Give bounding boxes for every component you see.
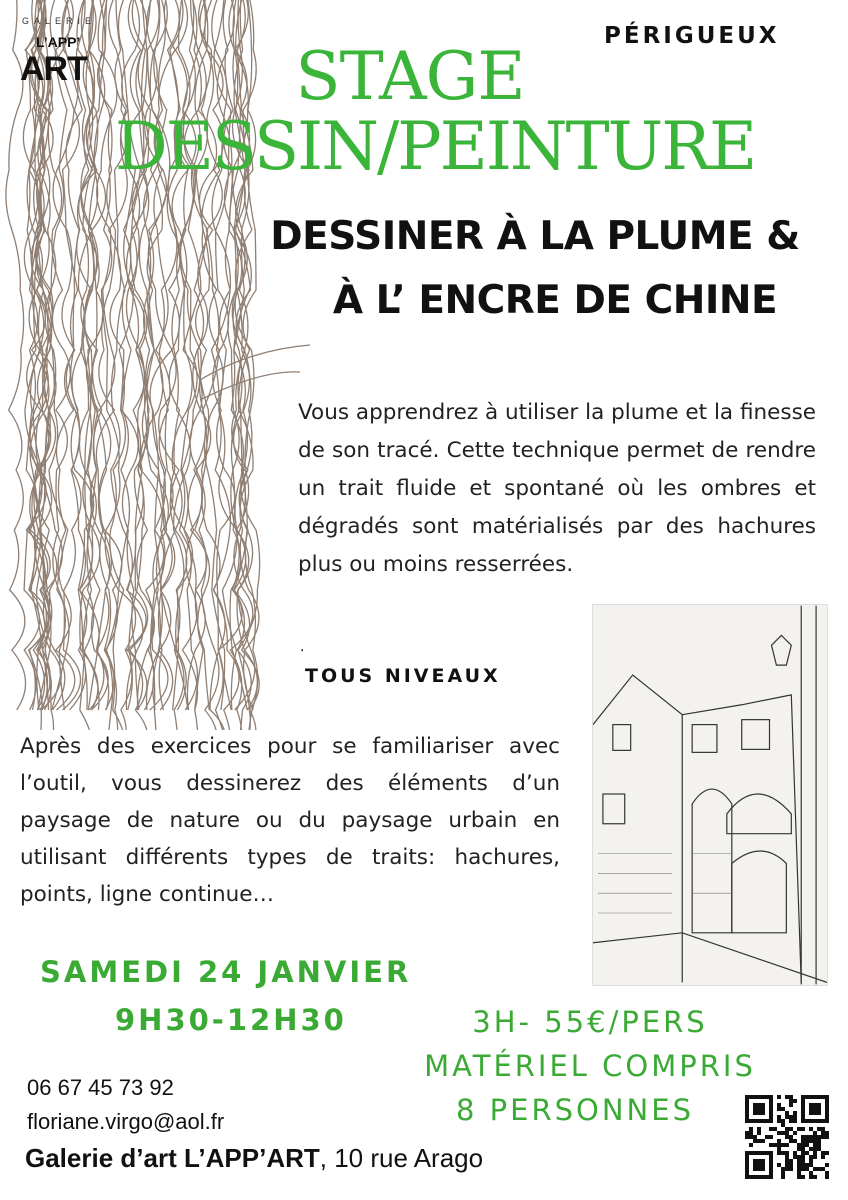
qr-module [789,1103,793,1107]
qr-module [797,1143,801,1147]
qr-module [797,1171,801,1175]
qr-module [797,1167,801,1171]
venue-name: Galerie d’art L’APP’ART [25,1143,320,1173]
qr-module [813,1135,817,1139]
qr-module [789,1115,793,1119]
capacity-label: 8 PERSONNES [456,1093,694,1127]
qr-module [753,1139,757,1143]
qr-module [793,1099,797,1103]
qr-module [817,1143,821,1147]
qr-finder [745,1095,773,1123]
qr-module [817,1135,821,1139]
qr-module [797,1155,801,1159]
email-address: floriane.virgo@aol.fr [27,1109,225,1134]
qr-module [781,1107,785,1111]
qr-module [757,1127,761,1131]
qr-module [785,1167,789,1171]
qr-module [777,1095,781,1099]
tree-stroke [204,0,224,710]
qr-module [801,1127,805,1131]
qr-module [777,1107,781,1111]
qr-module [821,1127,825,1131]
qr-module [745,1135,749,1139]
qr-module [757,1139,761,1143]
qr-module [777,1139,781,1143]
qr-module [801,1175,805,1179]
qr-module [809,1155,813,1159]
qr-module [781,1119,785,1123]
qr-module [821,1167,825,1171]
qr-module [785,1159,789,1163]
qr-module [785,1135,789,1139]
qr-module [825,1163,829,1167]
qr-module [785,1163,789,1167]
qr-module [785,1115,789,1119]
qr-module [785,1127,789,1131]
qr-module [769,1143,773,1147]
qr-module [801,1159,805,1163]
title-line1: STAGE [295,38,525,115]
qr-module [813,1147,817,1151]
qr-module [805,1143,809,1147]
qr-module [777,1103,781,1107]
qr-module [773,1127,777,1131]
qr-module [793,1155,797,1159]
qr-module [785,1111,789,1115]
qr-module [789,1119,793,1123]
qr-module [757,1131,761,1135]
qr-module [789,1135,793,1139]
qr-module [789,1139,793,1143]
street-sketch-image [592,604,828,986]
time-label: 9H30-12H30 [115,1003,347,1037]
qr-module [793,1139,797,1143]
qr-module [825,1135,829,1139]
qr-module [817,1139,821,1143]
qr-code[interactable] [745,1095,829,1179]
qr-module [801,1155,805,1159]
qr-module [809,1135,813,1139]
qr-module [797,1159,801,1163]
qr-module [805,1163,809,1167]
logo-app-text: L’APP’ [36,34,81,50]
tree-stroke [169,0,192,710]
qr-module [749,1131,753,1135]
qr-module [797,1163,801,1167]
logo-galerie-text: GALERIE [22,16,97,26]
qr-module [765,1135,769,1139]
qr-module [777,1163,781,1167]
qr-module [789,1099,793,1103]
qr-module [777,1151,781,1155]
qr-module [777,1147,781,1151]
qr-module [809,1139,813,1143]
subtitle-line1: DESSINER À LA PLUME & [270,214,800,259]
qr-module [789,1127,793,1131]
qr-module [785,1155,789,1159]
qr-module [801,1143,805,1147]
qr-module [781,1131,785,1135]
qr-module [817,1147,821,1151]
qr-module [793,1131,797,1135]
dot: . [300,638,305,655]
subtitle-line2: À L’ ENCRE DE CHINE [332,278,778,323]
material-label: MATÉRIEL COMPRIS [424,1049,756,1083]
qr-module [801,1167,805,1171]
qr-module [813,1143,817,1147]
qr-module [749,1135,753,1139]
qr-module [821,1151,825,1155]
qr-module [805,1151,809,1155]
qr-module [773,1143,777,1147]
qr-module [809,1159,813,1163]
qr-module [809,1163,813,1167]
qr-module [789,1167,793,1171]
qr-module [825,1151,829,1155]
qr-module [781,1143,785,1147]
qr-module [785,1095,789,1099]
qr-module [805,1139,809,1143]
qr-module [809,1147,813,1151]
qr-module [817,1167,821,1171]
qr-module [749,1143,753,1147]
qr-finder [801,1095,829,1123]
qr-module [809,1127,813,1131]
qr-module [801,1151,805,1155]
venue-address [25,1142,483,1174]
qr-module [793,1119,797,1123]
qr-module [793,1151,797,1155]
qr-module [809,1175,813,1179]
details-paragraph: Après des exercices pour se familiariser avec l’outil, vous dessinerez des éléments d’un paysage de nature ou du paysage urbain en utilisant différents types de traits: hachures, points, ligne continue… [20,734,560,907]
qr-module [801,1139,805,1143]
qr-module [789,1163,793,1167]
qr-module [797,1147,801,1151]
qr-module [801,1147,805,1151]
street-address: , 10 rue Arago [319,1143,484,1173]
qr-module [801,1135,805,1139]
qr-module [805,1167,809,1171]
qr-module [781,1171,785,1175]
qr-module [769,1127,773,1131]
qr-module [797,1127,801,1131]
qr-module [753,1135,757,1139]
qr-module [813,1155,817,1159]
qr-module [769,1135,773,1139]
qr-module [817,1127,821,1131]
qr-module [781,1167,785,1171]
qr-finder [745,1151,773,1179]
qr-module [781,1175,785,1179]
qr-module [785,1143,789,1147]
logo-art-text: ART [20,50,87,88]
qr-module [785,1151,789,1155]
qr-module [809,1171,813,1175]
qr-module [761,1139,765,1143]
tree-stroke [6,0,26,710]
qr-module [813,1131,817,1135]
title-line2: DESSIN/PEINTURE [114,108,756,185]
qr-module [789,1159,793,1163]
qr-module [789,1095,793,1099]
qr-module [777,1131,781,1135]
qr-module [813,1175,817,1179]
qr-module [805,1135,809,1139]
qr-module [777,1115,781,1119]
qr-module [825,1171,829,1175]
qr-module [821,1131,825,1135]
qr-module [749,1127,753,1131]
qr-module [781,1151,785,1155]
qr-module [821,1135,825,1139]
qr-module [777,1143,781,1147]
qr-module [777,1119,781,1123]
qr-module [813,1139,817,1143]
qr-module [793,1115,797,1119]
level-label: TOUS NIVEAUX [305,665,501,687]
price-label: 3H- 55€/PERS [472,1005,708,1039]
qr-module [801,1163,805,1167]
qr-module [825,1175,829,1179]
qr-module [797,1175,801,1179]
qr-module [785,1131,789,1135]
date-label: SAMEDI 24 JANVIER [40,955,412,989]
qr-module [825,1131,829,1135]
qr-module [821,1155,825,1159]
qr-module [813,1151,817,1155]
intro-paragraph: Vous apprendrez à utiliser la plume et la finesse de son tracé. Cette technique permet de rendre un trait fluide et spontané où les ombres et dégradés sont matérialisés par des hachures plus ou moins resserrées. [298,400,816,577]
qr-module [813,1167,817,1171]
phone-number: 06 67 45 73 92 [27,1075,174,1100]
qr-module [745,1131,749,1135]
qr-module [793,1111,797,1115]
city-label: PÉRIGUEUX [604,23,780,49]
qr-module [781,1123,785,1127]
